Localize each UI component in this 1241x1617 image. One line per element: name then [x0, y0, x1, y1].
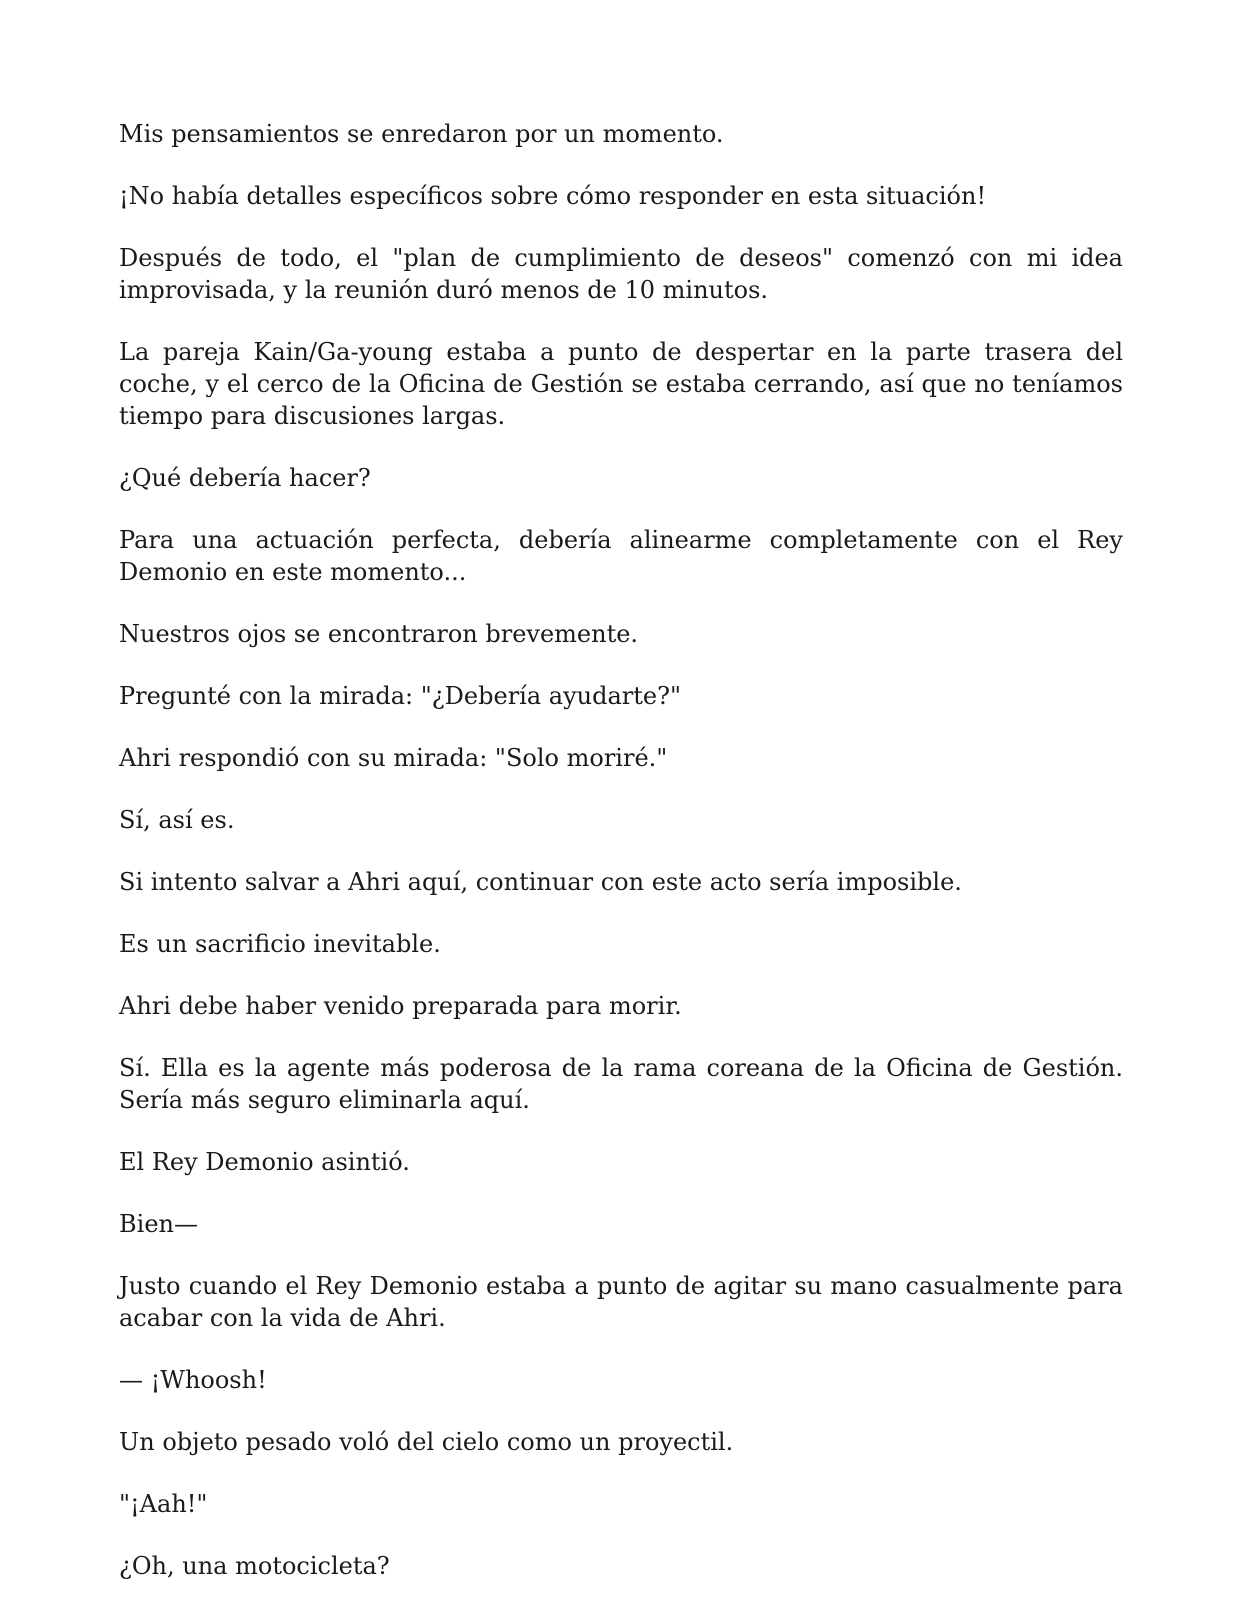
paragraph: Bien— — [119, 1210, 198, 1238]
paragraph: Ahri respondió con su mirada: "Solo moriré." — [119, 744, 668, 772]
paragraph: Ahri debe haber venido preparada para morir. — [119, 992, 682, 1020]
paragraph: Pregunté con la mirada: "¿Debería ayudarte?" — [119, 682, 681, 710]
paragraph: Si intento salvar a Ahri aquí, continuar con este acto sería imposible. — [119, 868, 962, 896]
paragraph: Nuestros ojos se encontraron brevemente. — [119, 620, 639, 648]
paragraph: Un objeto pesado voló del cielo como un proyectil. — [119, 1428, 734, 1456]
paragraph: Justo cuando el Rey Demonio estaba a punto de agitar su mano casualmente para acabar con la vida de Ahri. — [119, 1272, 1123, 1332]
paragraph: Sí. Ella es la agente más poderosa de la rama coreana de la Oficina de Gestión. Sería más seguro eliminarla aquí. — [119, 1054, 1123, 1114]
paragraph: — ¡Whoosh! — [119, 1366, 267, 1394]
paragraph: Después de todo, el "plan de cumplimiento de deseos" comenzó con mi idea improvisada, y la reunión duró menos de 10 minutos. — [119, 244, 1123, 304]
paragraph: "¡Aah!" — [119, 1490, 208, 1518]
document-body — [119, 118, 1123, 1612]
paragraph: ¿Qué debería hacer? — [119, 464, 371, 492]
paragraph: Mis pensamientos se enredaron por un momento. — [119, 120, 724, 148]
paragraph: Es un sacrificio inevitable. — [119, 930, 441, 958]
paragraph: ¿Oh, una motocicleta? — [119, 1552, 390, 1580]
paragraph: Sí, así es. — [119, 806, 235, 834]
paragraph: Para una actuación perfecta, debería alinearme completamente con el Rey Demonio en este momento... — [119, 526, 1123, 586]
paragraph: La pareja Kain/Ga-young estaba a punto de despertar en la parte trasera del coche, y el cerco de la Oficina de Gestión se estaba cerrando, así que no teníamos tiempo para discusiones largas. — [119, 338, 1123, 430]
paragraph: ¡No había detalles específicos sobre cómo responder en esta situación! — [119, 182, 987, 210]
paragraph: El Rey Demonio asintió. — [119, 1148, 410, 1176]
